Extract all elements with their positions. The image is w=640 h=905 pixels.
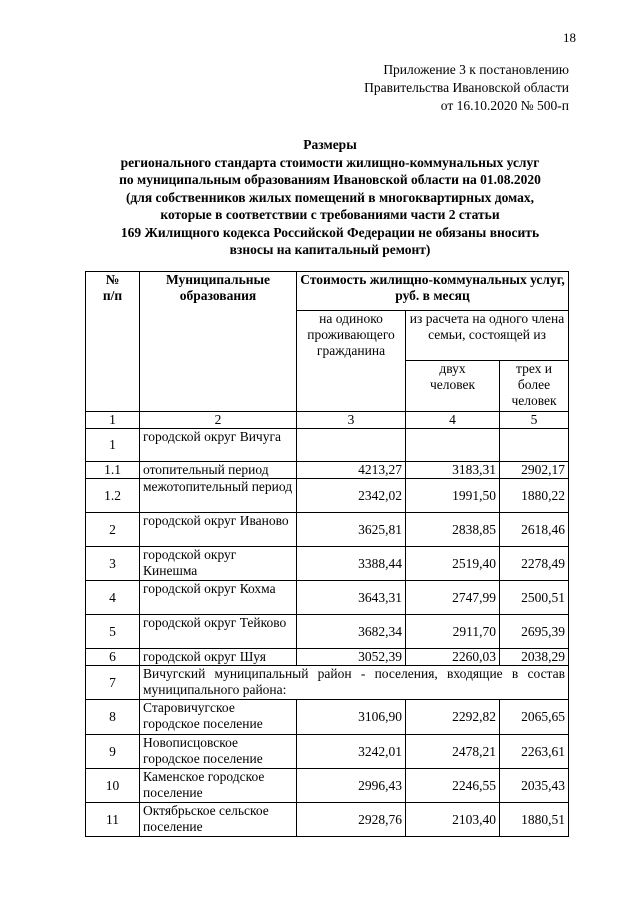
column-number: 1 (86, 412, 140, 429)
cost-two: 2292,82 (406, 700, 500, 735)
row-name: Новописцовское городское поселение (140, 735, 297, 769)
cost-three: 2902,17 (500, 462, 569, 479)
table-row (86, 735, 569, 769)
row-number: 6 (86, 649, 140, 666)
appendix-line: Правительства Ивановской области (364, 80, 569, 95)
cost-three: 2263,61 (500, 735, 569, 769)
row-number: 1 (86, 429, 140, 462)
document-title (70, 136, 590, 259)
title-line: 169 Жилищного кодекса Российской Федерации не обязаны вносить (120, 224, 540, 240)
row-number: 3 (86, 547, 140, 581)
row-name: городской округ Кохма (140, 581, 297, 615)
cost-single: 3242,01 (297, 735, 406, 769)
cost-single: 3682,34 (297, 615, 406, 649)
header-per-member: из расчета на одного члена семьи, состоящей из (406, 311, 569, 361)
table-row (86, 666, 569, 700)
row-number: 7 (86, 666, 140, 700)
cost-three: 1880,22 (500, 479, 569, 513)
cost-single: 2928,76 (297, 803, 406, 837)
cost-three: 2500,51 (500, 581, 569, 615)
page-number: 18 (563, 30, 576, 45)
header-three: трех и более человек (500, 361, 569, 412)
row-number: 11 (86, 803, 140, 837)
cost-three: 2618,46 (500, 513, 569, 547)
table-body (86, 272, 569, 837)
cost-two: 2838,85 (406, 513, 500, 547)
cost-two: 3183,31 (406, 462, 500, 479)
cost-single: 3052,39 (297, 649, 406, 666)
appendix-note (364, 61, 569, 115)
column-number: 3 (297, 412, 406, 429)
title-line: (для собственников жилых помещений в многоквартирных домах, (125, 189, 535, 205)
appendix-line: от 16.10.2020 № 500-п (440, 98, 569, 113)
column-number: 2 (140, 412, 297, 429)
cost-three (500, 429, 569, 462)
cost-three: 2695,39 (500, 615, 569, 649)
row-name: Каменское городское поселение (140, 769, 297, 803)
cost-single: 3625,81 (297, 513, 406, 547)
cost-two: 2911,70 (406, 615, 500, 649)
cost-three: 1880,51 (500, 803, 569, 837)
cost-two (406, 429, 500, 462)
cost-single: 3388,44 (297, 547, 406, 581)
table-row (86, 462, 569, 479)
cost-two: 2103,40 (406, 803, 500, 837)
table-row (86, 803, 569, 837)
row-number: 4 (86, 581, 140, 615)
title-line: регионального стандарта стоимости жилищно-коммунальных услуг (120, 154, 540, 170)
cost-two: 2246,55 (406, 769, 500, 803)
cost-two: 1991,50 (406, 479, 500, 513)
cost-three: 2065,65 (500, 700, 569, 735)
header-single: на одиноко проживающего гражданина (297, 311, 406, 412)
row-number: 1.2 (86, 479, 140, 513)
table-row (86, 581, 569, 615)
row-name: Октябрьское сельское поселение (140, 803, 297, 837)
table-row (86, 479, 569, 513)
cost-single: 2996,43 (297, 769, 406, 803)
cost-single: 3106,90 (297, 700, 406, 735)
table-row (86, 649, 569, 666)
row-number: 8 (86, 700, 140, 735)
header-two: двух человек (406, 361, 500, 412)
cost-single: 2342,02 (297, 479, 406, 513)
cost-single: 4213,27 (297, 462, 406, 479)
row-name: городской округ Тейково (140, 615, 297, 649)
table-row (86, 700, 569, 735)
header-municipality: Муниципальные образования (140, 272, 297, 412)
row-number: 5 (86, 615, 140, 649)
cost-single: 3643,31 (297, 581, 406, 615)
table-row (86, 429, 569, 462)
cost-two: 2747,99 (406, 581, 500, 615)
row-name: городской округ Иваново (140, 513, 297, 547)
cost-table (85, 271, 569, 837)
header-cost: Стоимость жилищно-коммунальных услуг, руб. в месяц (297, 272, 569, 311)
row-name: Вичугский муниципальный район - поселения, входящие в состав муниципального района: (140, 666, 569, 700)
row-number: 1.1 (86, 462, 140, 479)
row-name: городской округ Кинешма (140, 547, 297, 581)
title-line: Размеры (303, 137, 357, 152)
row-name: отопительный период (140, 462, 297, 479)
row-number: 10 (86, 769, 140, 803)
row-name: городской округ Шуя (140, 649, 297, 666)
row-number: 9 (86, 735, 140, 769)
column-number: 5 (500, 412, 569, 429)
title-line: по муниципальным образованиям Ивановской области на 01.08.2020 (119, 172, 541, 187)
row-name: Старовичугское городское поселение (140, 700, 297, 735)
cost-three: 2035,43 (500, 769, 569, 803)
cost-two: 2478,21 (406, 735, 500, 769)
cost-single (297, 429, 406, 462)
table-row (86, 513, 569, 547)
title-line: взносы на капитальный ремонт) (229, 242, 431, 257)
header-row (86, 272, 569, 311)
header-num: № п/п (86, 272, 140, 412)
column-number: 4 (406, 412, 500, 429)
row-name: городской округ Вичуга (140, 429, 297, 462)
cost-two: 2519,40 (406, 547, 500, 581)
row-number: 2 (86, 513, 140, 547)
column-number-row (86, 412, 569, 429)
cost-three: 2278,49 (500, 547, 569, 581)
title-line: которые в соответствии с требованиями части 2 статьи (160, 207, 500, 222)
table-row (86, 615, 569, 649)
table-row (86, 769, 569, 803)
appendix-line: Приложение 3 к постановлению (383, 62, 569, 77)
row-name: межотопительный период (140, 479, 297, 513)
cost-three: 2038,29 (500, 649, 569, 666)
table-row (86, 547, 569, 581)
cost-two: 2260,03 (406, 649, 500, 666)
